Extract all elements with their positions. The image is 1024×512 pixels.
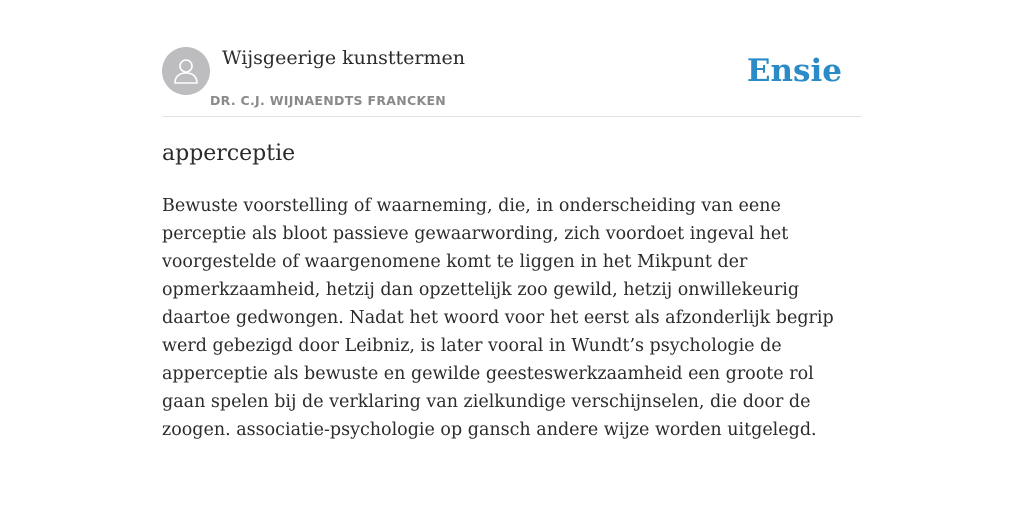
user-silhouette-icon — [172, 56, 200, 86]
source-title[interactable]: Wijsgeerige kunsttermen — [222, 47, 466, 69]
avatar[interactable] — [162, 47, 210, 95]
brand-logo[interactable]: Ensie — [746, 53, 842, 89]
author-name[interactable]: DR. C.J. WIJNAENDTS FRANCKEN — [210, 93, 447, 108]
entry-body: Bewuste voorstelling of waarneming, die, in onderscheiding van eene perceptie als bloot passieve gewaarwording, zich voordoet ingeval het voorgestelde of waargenomene komt te liggen in het Mikpunt der opmerkzaamheid, hetzij dan opzettelijk zoo gewild, hetzij onwillekeurig daartoe gedwongen. Nadat het woord voor het eerst als afzonderlijk begrip werd gebezigd door Leibniz, is later vooral in Wundt’s psychologie de apperceptie als bewuste en gewilde geesteswerkzaamheid een groote rol gaan spelen bij de verklaring van zielkundige verschijnselen, die door de zoogen. associatie-psychologie op gansch andere wijze worden uitgelegd. — [162, 196, 834, 440]
entry-header — [162, 46, 862, 117]
entry-title: apperceptie — [162, 141, 296, 166]
